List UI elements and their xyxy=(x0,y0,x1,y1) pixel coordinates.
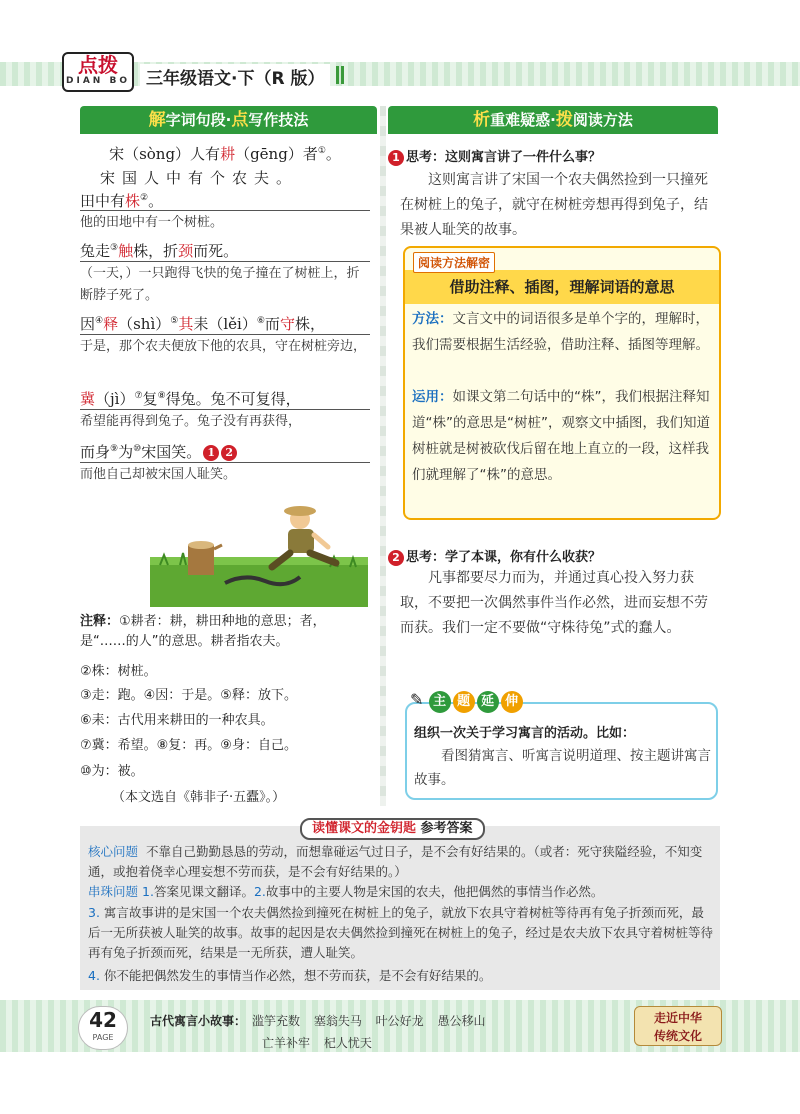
translation-line-2: 他的田地中有一个树桩。 xyxy=(80,215,224,230)
original-line-3: 兔走③触株，折颈而死。 xyxy=(80,242,239,260)
question-badge-2[interactable]: 2 xyxy=(221,445,237,461)
note-5: ⑦冀：希望。⑧复：再。⑨身：自己。 xyxy=(80,738,297,753)
column-divider xyxy=(380,106,386,806)
logo-english: DIAN BO xyxy=(66,76,130,86)
original-line-4: 因④释（shì）⑤其耒（lěi）⑥而守株， xyxy=(80,315,325,333)
extension-body: 看图猜寓言、听寓言说明道理、按主题讲寓言故事。 xyxy=(414,748,711,788)
chain-answer-1-2: 串珠问题 1.答案见课文翻译。2.故事中的主要人物是宋国的农夫，他把偶然的事情当作必然。 xyxy=(88,884,604,899)
original-line-6: 而身⑨为⑩宋国笑。 1 2 xyxy=(80,441,370,462)
original-line-5: 冀（jì）⑦复⑧得兔。兔不可复得， xyxy=(80,390,301,408)
tree-stump xyxy=(188,545,214,575)
logo-chinese: 点拨 xyxy=(78,53,118,77)
translation-line-4: 于是，那个农夫便放下他的农具，守在树桩旁边， xyxy=(80,339,367,354)
answers-title: 读懂课文的金钥匙 参考答案 xyxy=(300,818,485,840)
title-bars-decoration xyxy=(336,66,348,86)
note-2: ②株：树桩。 xyxy=(80,664,157,679)
left-section-header: 解字词句段·点写作技法 xyxy=(80,106,377,134)
page-number: 42 PAGE xyxy=(78,1006,128,1050)
farmer-hat xyxy=(284,506,316,516)
question-2-heading: 2 思考：学了本课，你有什么收获？ xyxy=(388,546,601,566)
book-title: 三年级语文·下（R 版） xyxy=(140,64,330,89)
culture-stamp: 走近中华 传统文化 xyxy=(634,1006,722,1046)
translation-line-5: 希望能再得到兔子。兔子没有再获得， xyxy=(80,414,302,429)
rule xyxy=(80,334,370,335)
fable-list-label: 古代寓言小故事： xyxy=(150,1014,247,1028)
text-source: （本文选自《韩非子·五蠹》。） xyxy=(112,790,286,805)
note-6: ⑩为：被。 xyxy=(80,764,144,779)
method-tag: 阅读方法解密 xyxy=(413,252,495,273)
translation-line-3: （一天，）一只跑得飞快的兔子撞在了树桩上，折断脖子死了。 xyxy=(80,266,360,303)
question-badge-1[interactable]: 1 xyxy=(203,445,219,461)
chain-answer-4: 4. 你不能把偶然发生的事情当作必然，想不劳而获，是不会有好结果的。 xyxy=(88,968,492,983)
method-application: 运用：如课文第二句话中的“株”，我们根据注释知道“株”的意思是“树桩”，观察文中插图，我们知道树桩就是树被砍伐后留在地上直立的一段，这样我们就理解了“株”的意思。 xyxy=(412,389,710,483)
translation-line-6: 而他自己却被宋国人耻笑。 xyxy=(80,467,237,482)
note-4: ⑥耒：古代用来耕田的一种农具。 xyxy=(80,713,274,728)
question-1-heading: 1 思考：这则寓言讲了一件什么事？ xyxy=(388,146,601,166)
right-section-header: 析重难疑惑·拨阅读方法 xyxy=(388,106,718,134)
text-title: 宋（sòng）人有耕（gēng）者①。 xyxy=(109,145,341,163)
farmer-body xyxy=(288,529,314,553)
question-2-answer: 凡事都要尽力而为，并通过真心投入努力获取，不要把一次偶然事件当作必然，进而妄想不劳而获。我们一定不要做“守株待兔”式的蠢人。 xyxy=(400,570,708,636)
extension-heading: 组织一次关于学习寓言的活动。比如： xyxy=(414,726,636,741)
method-title: 借助注释、插图，理解词语的意思 xyxy=(405,270,719,304)
note-3: ③走：跑。④因：于是。⑤释：放下。 xyxy=(80,688,297,703)
original-line-1: 宋国人中有个农夫。 xyxy=(100,169,299,187)
rule xyxy=(80,409,370,410)
rule xyxy=(80,462,370,463)
question-1-answer: 这则寓言讲了宋国一个农夫偶然捡到一只撞死在树桩上的兔子，就守在树桩旁想再得到兔子，结果被人耻笑的故事。 xyxy=(400,172,708,238)
farmer-stump-illustration xyxy=(150,495,368,607)
rule xyxy=(80,210,370,211)
core-question-answer: 核心问题 不靠自己勤勤恳恳的劳动，而想靠碰运气过日子，是不会有好结果的。（或者：死守狭隘经验，不知变通，或抱着侥幸心理妄想不劳而获，是不会有好结果的。） xyxy=(88,844,703,879)
rule xyxy=(80,261,370,262)
pencil-icon: ✎ xyxy=(410,690,424,709)
brand-logo xyxy=(62,52,134,92)
method-explanation: 方法：文言文中的词语很多是单个字的，理解时，我们需要根据生活经验，借助注释、插图等理解。 xyxy=(412,311,709,353)
fable-list-row-1: 滥竽充数 塞翁失马 叶公好龙 愚公移山 xyxy=(252,1014,486,1028)
note-1: 注释：①耕者：耕，耕田种地的意思；者，是“……的人”的意思。耕者指农夫。 xyxy=(80,614,326,649)
chain-answer-3: 3. 寓言故事讲的是宋国一个农夫偶然捡到撞死在树桩上的兔子，就放下农具守着树桩等待再有兔子折颈而死，最后一无所获被人耻笑的故事。故事的起因是农夫偶然捡到撞死在树桩上的兔子，经过是农夫放下农具守着树桩等待再有兔子折颈而死，结果是一无所获，遭人耻笑。 xyxy=(88,905,714,960)
fable-list-row-2: 亡羊补牢 杞人忧天 xyxy=(262,1036,372,1050)
theme-extension-badge: ✎ 主 题 延 伸 xyxy=(410,690,525,713)
original-line-2: 田中有株②。 xyxy=(80,192,164,210)
